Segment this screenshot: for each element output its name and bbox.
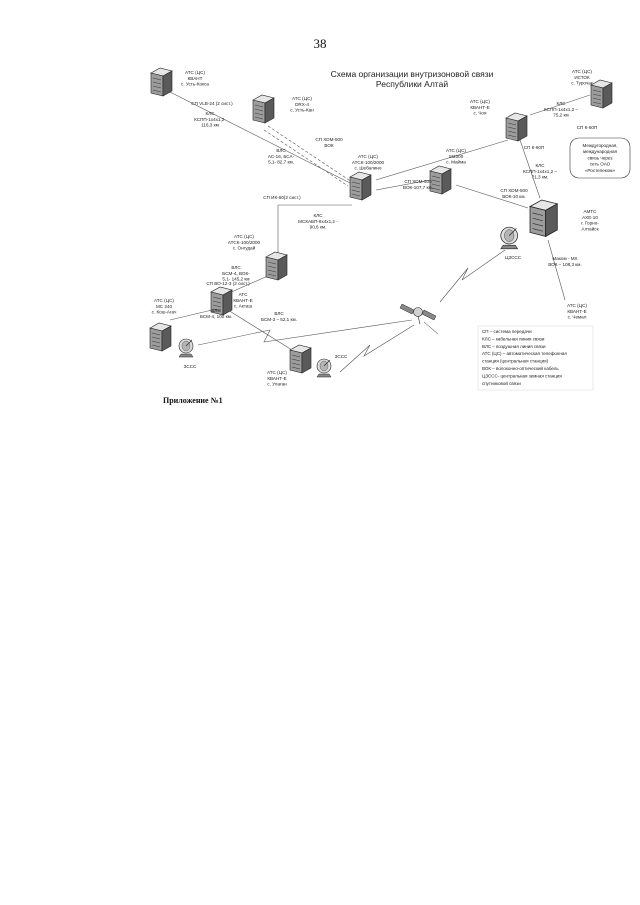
station-icons bbox=[150, 68, 612, 377]
station-label-turochak: АТС (ЦС) ИСТОК с. Турочак bbox=[571, 69, 593, 86]
dish-icon-kosh-agach bbox=[179, 339, 193, 357]
link-label-sp-ik-maima: СП К-60П bbox=[523, 145, 545, 150]
station-label-ulagan: АТС (ЦС) КВАНТ-Е с. Улаган bbox=[267, 370, 287, 387]
earth-station-label-zsss-ulagan: ЗССС bbox=[334, 354, 348, 359]
dish-icon-czsss bbox=[501, 227, 518, 249]
legend: СП – система передачи КЛС – кабельная линия связи ВЛС – воздушная линия связи АТС (ЦС) – автоматическая телефонная станция (центральная станция) ВОК – волоконно-оптический кабель ЦЗССС- центральная земная станция спутниковой связи bbox=[482, 329, 567, 386]
link-label-vls-ustkan: ВЛС АС-16, БСА-5,1- 82,7 км. bbox=[267, 148, 295, 165]
appendix-label: Приложение №1 bbox=[163, 396, 223, 405]
link-label-vls-kosh: ВЛС БСМ-4, 100 км. bbox=[199, 308, 233, 319]
dish-icon-ulagan bbox=[317, 359, 331, 377]
link-label-sp-xdm-maima: СП XDM-500 ВОК-10 км. bbox=[500, 188, 528, 199]
station-label-maima: АТС (ЦС) SI2000 с. Майма bbox=[446, 148, 466, 165]
radio-link-czsss bbox=[440, 250, 505, 302]
earth-station-label-zsss-kosh: ЗССС bbox=[183, 364, 197, 369]
link-label-sp-ik-shebalino: СП ИК-60(2 сист.) bbox=[263, 195, 301, 200]
server-icon-gorno-altaisk bbox=[530, 200, 557, 236]
callout-text: Междугородная, международная связь через сеть ОАО «Ростелеком» bbox=[582, 143, 618, 173]
server-icon-shebalino bbox=[350, 172, 371, 200]
server-icon-ust-kan bbox=[253, 95, 274, 123]
station-label-aktash: АТС КВАНТ-Е с. Акташ bbox=[233, 292, 253, 309]
link-label-vls-aktash: ВЛС БСМ-3 – 52,1 км. bbox=[261, 311, 297, 322]
diagram-title: Схема организации внутризоновой связи Республики Алтай bbox=[330, 69, 494, 89]
station-label-ust-koksa: АТС (ЦС) КВАНТ с. Усть-Кокса bbox=[181, 70, 209, 87]
link-label-makom: Маком - МХ ВОК – 108,3 км. bbox=[548, 256, 582, 267]
server-icon-kosh-agach bbox=[150, 323, 171, 351]
earth-station-label-czsss: ЦЗССС bbox=[504, 255, 522, 260]
station-label-gorno-altaisk: АМТС AXE-10 г. Горно-Алтайск bbox=[581, 209, 599, 232]
radio-link-koshagach bbox=[198, 320, 412, 345]
page-number: 38 bbox=[313, 36, 327, 51]
link-label-kls-shebalino: КЛС МСКАБП-8х4х1,2 -90,6 км. bbox=[298, 213, 338, 230]
link-label-sp-ik-choya: СП К-60П bbox=[576, 125, 598, 130]
satellite-icon bbox=[400, 304, 438, 334]
link-label-vls-ongudai: ВЛС БСМ-4, ВОК-5,1- 145,2 км bbox=[222, 265, 250, 282]
radio-link-ulagan bbox=[340, 325, 414, 372]
station-label-shebalino: АТС (ЦС) АТСК-100/2000 с. Шебалино bbox=[351, 154, 385, 171]
server-icon-ust-koksa bbox=[151, 68, 172, 96]
server-icon-choya bbox=[506, 113, 527, 141]
station-label-ust-kan: АТС (ЦС) DRX-4 с. Усть-Кан bbox=[290, 96, 314, 113]
link-label-kls-maima: КЛС КСПП-1х4х1,2 – 71,3 км. bbox=[523, 163, 557, 180]
station-label-ongudai: АТС (ЦС) АТСК-100/2000 с. Онгудай bbox=[227, 234, 261, 251]
link-label-kls-koksa: КЛС КСПП-1х4х1,2-116,3 км bbox=[194, 111, 226, 128]
link-gorno-chemal bbox=[548, 240, 565, 300]
station-label-chemal: АТС (ЦС) КВАНТ-Е с. Чемал bbox=[567, 303, 587, 320]
station-label-choya: АТС (ЦС) КВАНТ-Е с. Чоя bbox=[470, 99, 490, 116]
server-icon-turochak bbox=[591, 80, 612, 108]
link-label-sp-xdm-shebalino: СП XDM-500 ВОК bbox=[315, 137, 343, 148]
link-label-sp-xdm-vok: СП XDM-500 ВОК-107,7 км. bbox=[403, 179, 433, 190]
link-label-sp-vo12: СП ВО-12-3 (2 сист.) bbox=[206, 281, 250, 286]
link-label-kls-choya: КЛС КСПП-1х4х1,2 – 75,2 км bbox=[544, 101, 578, 118]
station-label-kosh-agach: АТС (ЦС) МС 240 с. Кош-Агач bbox=[151, 298, 177, 315]
server-icon-ongudai bbox=[266, 252, 287, 280]
server-icon-maima bbox=[430, 166, 451, 194]
link-label-sp-vlb: СП VLB-24 (2 сист.) bbox=[191, 101, 233, 106]
server-icon-ulagan bbox=[290, 345, 311, 373]
